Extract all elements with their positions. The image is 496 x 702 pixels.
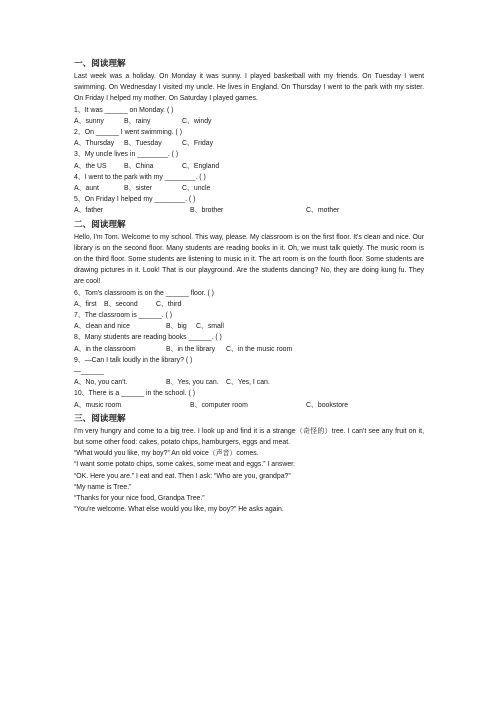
question-2-options xyxy=(74,138,424,149)
option-a: A、No, you can't. xyxy=(74,379,128,387)
option-b: B、Yes, you can. xyxy=(166,379,219,387)
option-a: A、aunt xyxy=(74,184,99,192)
option-a: A、music room xyxy=(74,401,122,409)
question-1-options xyxy=(74,116,424,127)
question-3-options xyxy=(74,161,424,172)
option-b: B、rainy xyxy=(124,117,151,125)
question-10-stem: 10、There is a ______ in the school. ( ) xyxy=(74,390,196,398)
section-1-passage: Last week was a holiday. On Monday it was sunny. I played basketball with my friends. On Tuesday I went swimming. On Wednesday I visited my uncle. He lives in England. On Thursday I went to the park with my sister. On Friday I helped my mother. On Saturday I played games. xyxy=(74,73,424,103)
question-8-stem: 8、Many students are reading books ______. ( ) xyxy=(74,334,222,342)
option-b: B、big xyxy=(166,323,187,331)
option-b: B、computer room xyxy=(190,401,248,409)
question-3-stem: 3、My uncle lives in ________. ( ) xyxy=(74,151,179,159)
option-a: A、sunny xyxy=(74,117,104,125)
section-3-paragraph: “Thanks for your nice food, Grandpa Tree.” xyxy=(74,494,205,502)
question-2-stem: 2、On ______ I went swimming. ( ) xyxy=(74,129,182,136)
section-3-paragraph: “OK. Here you are.” I eat and eat. Then I ask: “Who are you, grandpa?” xyxy=(74,472,291,480)
question-4-stem: 4、I went to the park with my ________. ( ) xyxy=(74,173,206,181)
question-7-stem: 7、The classroom is ______. ( ) xyxy=(74,311,173,319)
question-5-options xyxy=(74,205,424,216)
option-c: C、bookstore xyxy=(306,401,349,409)
option-c: C、windy xyxy=(182,117,212,125)
question-9-options xyxy=(74,377,424,388)
option-c: C、uncle xyxy=(182,184,211,192)
question-8-options xyxy=(74,344,424,355)
option-b: B、sister xyxy=(124,184,152,192)
option-c: C、small xyxy=(196,323,224,331)
option-c: C、in the music room xyxy=(226,345,293,353)
section-2-passage: Hello, I'm Tom. Welcome to my school. This way, please. My classroom is on the first floor. It's clean and nice. Our library is on the second floor. Many students are reading books in it. Oh, we must talk quietly. The music room is on the third floor. Some students are listening to music in it. The art room is on the fourth floor. Some students are drawing pictures in it. Look! That is our playground. Are the students dancing? No, they are doing kung fu. They are cool! xyxy=(74,233,424,286)
question-9-answer-line: —______ xyxy=(74,367,104,375)
question-6-options xyxy=(74,299,424,310)
section-3-paragraph: “I want some potato chips, some cakes, some meat and eggs.” I answer. xyxy=(74,461,295,469)
option-b: B、second xyxy=(104,300,138,308)
option-c: C、third xyxy=(156,300,182,308)
question-1-stem: 1、It was ______ on Monday. ( ) xyxy=(74,106,174,114)
option-b: B、brother xyxy=(190,207,224,215)
question-4-options xyxy=(74,183,424,194)
option-a: A、father xyxy=(74,207,104,215)
option-c: C、Yes, I can. xyxy=(226,379,270,387)
section-2-heading: 二、阅读理解 xyxy=(74,219,126,230)
option-c: C、mother xyxy=(306,207,340,215)
question-10-options xyxy=(74,400,424,411)
worksheet-page xyxy=(74,56,424,515)
option-a: A、clean and nice xyxy=(74,323,130,331)
option-c: C、Friday xyxy=(182,140,214,148)
option-a: A、first xyxy=(74,300,97,308)
section-3-paragraph: “You're welcome. What else would you like, my boy?” He asks again. xyxy=(74,506,284,514)
question-6-stem: 6、Tom's classroom is on the ______ floor. ( ) xyxy=(74,289,214,297)
option-c: C、England xyxy=(182,162,220,170)
option-b: B、Tuesday xyxy=(124,140,162,148)
section-3-paragraph: I'm very hungry and come to a big tree. I look up and find it is a strange（奇怪的）tree. I can't see any fruit on it, but some other food: cakes, potato chips, hamburgers, eggs and meat. xyxy=(74,427,424,446)
section-3-paragraph: “My name is Tree.” xyxy=(74,483,132,491)
option-b: B、in the library xyxy=(166,345,216,353)
option-a: A、the US xyxy=(74,162,107,170)
question-9-stem: 9、—Can I talk loudly in the library? ( ) xyxy=(74,356,193,364)
option-b: B、China xyxy=(124,162,154,170)
option-a: A、in the classroom xyxy=(74,345,136,353)
question-7-options xyxy=(74,321,424,332)
question-5-stem: 5、On Friday I helped my ________. ( ) xyxy=(74,196,196,204)
section-3-heading: 三、阅读理解 xyxy=(74,413,126,424)
section-3-paragraph: “What would you like, my boy?” An old voice（声音）comes. xyxy=(74,450,259,458)
section-1-heading: 一、阅读理解 xyxy=(74,59,126,69)
option-a: A、Thursday xyxy=(74,140,115,148)
